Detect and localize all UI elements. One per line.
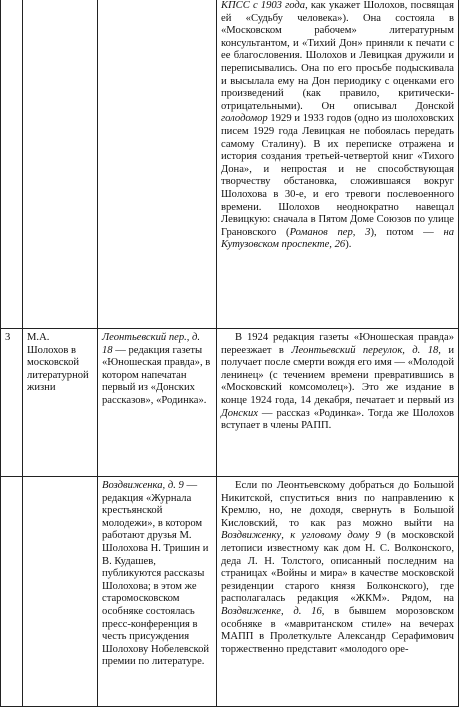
text-run: , в бывшем морозовском особняке в «мавританском стиле» на вечерах МАПП в Пролеткульте Александр Серафимович торжественно представит «молодого оре- — [221, 605, 454, 655]
text-run: ), потом — — [370, 226, 444, 238]
topic-cell — [23, 0, 98, 329]
description-text — [221, 332, 454, 433]
table-row — [1, 329, 459, 477]
text-run: — рассказ «Родинка». Тогда же Шолохов вступает в члены РАПП. — [221, 407, 454, 432]
text-run: — редакция «Журнала крестьянской молодежи», в котором работают друзья М. Шолохова Н. Тришин и В. Кудашев, публикуются рассказы Шолохова; в этом же старомосковском особняке состоялась пресс-конференция в честь присуждения Шолохову Нобелевской премии по литературе. — [102, 480, 210, 668]
topic-cell: М.А. Шолохов в московской литературной жизни — [23, 329, 98, 477]
italic-run: голодомор — [221, 113, 268, 125]
italic-run: на Кутузовском проспекте, 26 — [221, 226, 454, 251]
row-number-cell: 3 — [1, 329, 23, 477]
text-run: В 1924 редакция газеты «Юношеская правда» переезжает в — [221, 332, 454, 356]
place-text — [102, 480, 212, 669]
italic-run: Воздвиженке, д. 16 — [221, 605, 322, 617]
text-run: , и получает после смерти вождя его имя — «Молодой ленинец» (с течением времени превратившись в «Московский комсомолец»). Это же издание в конце 1924 года, 14 декабря, печатает и первый из — [221, 344, 454, 406]
row-number-cell — [1, 0, 23, 329]
description-cell — [217, 477, 459, 707]
italic-run: Воздвиженка, д. 9 — [102, 480, 184, 491]
place-text — [102, 332, 212, 408]
description-cell — [217, 329, 459, 477]
text-run: Если по Леонтьевскому добраться до Большой Никитской, спуститься вниз по направлению к Кремлю, но, не доходя, свернуть в Большой Кисловский, то как раз можно выйти на — [221, 480, 454, 529]
italic-run: Романов пер, 3 — [289, 226, 371, 238]
description-text — [221, 0, 454, 252]
table-row — [1, 0, 459, 329]
italic-run: к угловому дому 9 — [290, 530, 381, 542]
table-row — [1, 477, 459, 707]
italic-run: Донских — [221, 407, 258, 419]
italic-run: Леонтьевский переулок, д. 18 — [291, 344, 439, 356]
text-run: 1929 и 1933 годов (одно из шолоховских писем 1929 года Левицкая не побоялась передать самому Сталину). В их переписке отражена и история создания третьей-четвертой книг «Тихого Дона», и непростая и не способствующая творчеству обстановка, сложившаяся вокруг Шолохова в 30-е, и его тревоги послевоенного времени. Шолохов неоднократно навещал Левицкую: сначала в Пятом Доме Союзов по улице Грановского ( — [221, 113, 454, 238]
italic-run: КПСС с 1903 года — [221, 0, 306, 11]
text-run: (в московской летописи известному как дом Н. С. Волконского, деда Л. Н. Толстого, описанный последним на страницах «Войны и мира» в качестве московской резиденции старого князя Болконского), где располагалась редакция «ЖКМ». Рядом, на — [221, 530, 454, 605]
italic-run: Леонтьевский пер., д. 18 — [102, 332, 201, 356]
topic-cell — [23, 477, 98, 707]
place-cell — [98, 329, 217, 477]
text-run: ). — [345, 239, 352, 251]
place-cell — [98, 0, 217, 329]
text-run: , — [281, 530, 291, 542]
description-cell — [217, 0, 459, 329]
text-run: , как укажет Шолохов, посвящая ей «Судьбу человека»). Она состояла в «Московском рабочем» литературным консультантом, и «Тихий Дон» приняли к печати с ее благословения. Шолохов и Левицкая дружили и переписывались. Она по его просьбе подыскивала и высылала ему на Дон периодику с оценками его произведений (как правило, критически-отрицательными). Он описывал Донской — [221, 0, 454, 112]
italic-run: Воздвиженку — [221, 530, 282, 542]
description-text — [221, 480, 454, 656]
text-run: — редакция газеты «Юношеская правда», в котором напечатан первый из «Донских рассказов», «Родинка». — [102, 344, 211, 406]
row-number-cell — [1, 477, 23, 707]
place-cell — [98, 477, 217, 707]
